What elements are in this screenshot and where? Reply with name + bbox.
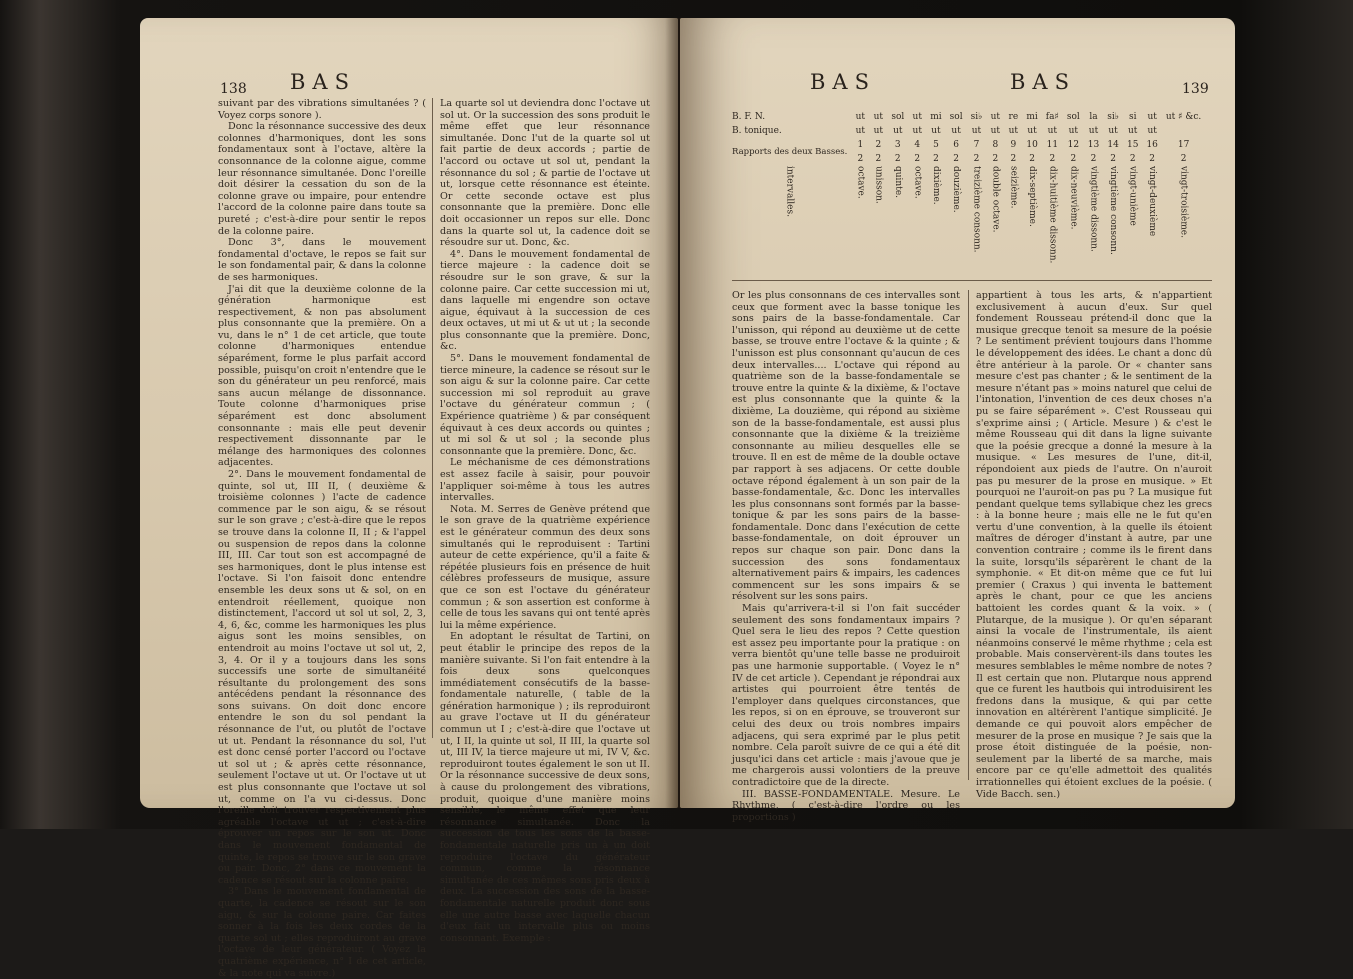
ratio-value: 2 xyxy=(1129,154,1136,164)
column-rule xyxy=(968,290,969,780)
text-column-1 xyxy=(732,290,960,823)
note: ut xyxy=(990,112,1001,122)
ratio-value: 2 xyxy=(1090,154,1097,164)
note: sol xyxy=(891,112,905,122)
ratio-value: 13 xyxy=(1087,140,1100,150)
note: ut xyxy=(873,112,884,122)
note: ut xyxy=(971,126,982,136)
interval-label: dix-neuvième. xyxy=(1068,166,1079,230)
bass-table xyxy=(732,110,1205,306)
paragraph: appartient à tous les arts, & n'appartient exclusivement à aucun d'eux. Sur quel fondement Rousseau prétend-il donc que la musique grecque tenoit sa mesure de la poésie ? Le sentiment prévient toujours dans l'homme le développement des idées. Le chant a donc dû être antérieur à la parole. Or « chanter sans mesure c'est pas chanter ; & le sentiment de la mesure n'étant pas » moins naturel que celui de l'intonation, l'invention de ces deux choses n'a pu se faire séparément ». C'est Rousseau qui s'exprime ainsi ; ( Article. Mesure ) & c'est le même Rousseau qui dit dans la ligne suivante que la poésie grecque a donné la mesure à la musique. « Les mesures de l'une, dit-il, répondoient aux pieds de l'autre. On n'auroit pas pu mesurer de la prose en musique. » Et pourquoi ne l'auroit-on pas pu ? La musique fut pendant quelque tems syllabique chez les grecs : à la bonne heure ; mais elle ne le fut qu'en vertu d'une convention, à la quelle ils étoient maîtres de déroger d'instant à autre, par une convention contraire ; comme ils le firent dans la suite, lorsqu'ils séparèrent le chant de la symphonie. « Et dit-on même que ce fut lui premier ( Craxus ) qui inventa le battement après le chant, pour ce que les anciens battoient les cordes quant & la voix. » ( Plutarque, de la musique ). Or qu'en séparant ainsi la vocale de l'instrumentale, ils aient néanmoins conservé le même rhythme ; cela est probable. Mais conservèrent-ils dans toutes les mesures semblables le même nombre de notes ? Il est certain que non. Plutarque nous apprend que ce furent les hautbois qui introduisirent les fredons dans la musique, & qui par cette innovation en altérèrent l'antique simplicité. Je demande ce qui pouvoit alors empêcher de mesurer de la prose en musique ? Je sais que la prose étoit distinguée de la poésie, non-seulement par la liberté de sa marche, mais encore par ce qu'elle admettoit des qualités irrationnelles qui étoient exclues de la poésie. ( Vide Bacch. sen.) xyxy=(976,290,1212,800)
note: ut xyxy=(1068,126,1079,136)
ratio-value: 2 xyxy=(1049,154,1056,164)
column-rule xyxy=(432,98,433,738)
note: ut xyxy=(1047,126,1058,136)
interval-label: unisson. xyxy=(873,166,884,204)
interval-label: double octave. xyxy=(990,166,1001,233)
interval-label: douzième. xyxy=(951,166,962,213)
ratio-value: 15 xyxy=(1126,140,1139,150)
ratio-value: 3 xyxy=(894,140,901,150)
ratio-value: 2 xyxy=(953,154,959,164)
note: la xyxy=(1089,112,1098,122)
ratio-value: 16 xyxy=(1146,140,1158,150)
paragraph: 4°. Dans le mouvement fondamental de tierce majeure : la cadence doit se résoudre sur le son grave, & sur la colonne paire. Car cette succession mi ut, dans laquelle mi engendre son octave aigue, équivaut à la succession de ces deux octaves, ut mi ut & ut ut ; la seconde plus consonnante que la première. Donc, &c. xyxy=(440,248,650,353)
note: si xyxy=(1128,112,1137,122)
ratio-value: 6 xyxy=(953,140,959,150)
table-row-intervals xyxy=(732,166,1205,306)
paragraph: 3° Dans le mouvement fondamental de quarte, la cadence se résout sur le son aigu, & sur la colonne paire. Car faites sonner à la fois les deux cordes de la quarte sol ut ; elles reproduiront au grave l'octave de leur générateur. ( Voyez la quatrième expérience, n° I de cet article, & la note qui va suivre.) xyxy=(218,886,426,979)
right-page xyxy=(680,18,1235,823)
interval-label: treizième consonn. xyxy=(971,166,982,253)
text-column-2 xyxy=(440,98,650,944)
running-header-right: BAS xyxy=(1010,70,1076,94)
paragraph: J'ai dit que la deuxième colonne de la génération harmonique est respectivement, & non pas absolument plus consonnante que la première. On a vu, dans le n° 1 de cet article, que toute colonne d'harmoniques entendue séparément, forme le plus parfait accord possible, puisqu'on croit n'entendre que le son du générateur un peu renforcé, mais sans aucun mélange de dissonnance. Toute colonne d'harmoniques prise séparément est donc absolument consonnante : mais elle peut devenir respectivement dissonnante par le mélange des harmoniques des colonnes adjacentes. xyxy=(218,283,426,469)
ratio-value: 10 xyxy=(1026,140,1038,150)
ratio-value: 2 xyxy=(1149,154,1156,164)
text-column-2 xyxy=(976,290,1212,800)
interval-label: dixième. xyxy=(930,166,941,205)
note: ut xyxy=(1008,126,1019,136)
interval-label: dix-huitième dissonn. xyxy=(1047,166,1058,264)
paragraph: suivant par des vibrations simultanées ? ( Voyez corps sonore ). xyxy=(218,98,426,121)
note: mi xyxy=(1026,112,1038,122)
interval-label: octave. xyxy=(855,166,866,199)
paragraph: 5°. Dans le mouvement fondamental de tierce mineure, la cadence se résout sur le son aigu & sur la colonne paire. Car cette succession mi sol reproduit au grave l'octave du générateur commun ; ( Expérience quatrième ) & par conséquent équivaut à ces deux accords ou quintes ; ut mi sol & ut sol ; la seconde plus consonnante que la première. Donc, &c. xyxy=(440,353,650,457)
ratio-value: 4 xyxy=(914,140,921,150)
note: fa♯ xyxy=(1045,112,1059,122)
note: ut xyxy=(855,126,866,136)
text-column-1 xyxy=(218,98,426,979)
ratio-value: 1 xyxy=(857,140,864,150)
ratio-value: 2 xyxy=(914,154,921,164)
note: si♭ xyxy=(970,112,983,122)
note: ut xyxy=(1088,126,1099,136)
ratio-value: 2 xyxy=(1010,154,1017,164)
ratio-value: 2 xyxy=(875,140,882,150)
interval-label: vingtième dissonn. xyxy=(1088,166,1099,252)
ratio-value: 5 xyxy=(933,140,939,150)
note: mi xyxy=(930,112,942,122)
ratio-value: 2 xyxy=(875,154,882,164)
note: ut xyxy=(893,126,903,136)
ratio-value: 12 xyxy=(1067,140,1080,150)
note: ut xyxy=(931,126,941,136)
ratio-value: 2 xyxy=(1180,154,1187,164)
row-label: B. F. N. xyxy=(732,112,766,122)
paragraph: 2°. Dans le mouvement fondamental de quinte, sol ut, III II, ( deuxième & troisième colonnes ) l'acte de cadence commence par le son aigu, & se résout sur le son grave ; c'est-à-dire que le repos se trouve dans la colonne II, II ; & l'appel ou suspension de repos dans la colonne III, III. Car tout son est accompagné de ses harmoniques, dont le plus intense est l'octave. Si l'on faisoit donc entendre ensemble les deux sons ut & sol, on en entendroit réellement, quoique non distinctement, l'accord ut sol ut sol, 2, 3, 4, 6, &c, comme les harmoniques les plus aigus sont les moins sensibles, on entendroit au moins l'octave ut sol ut, 2, 3, 4. Or il y a toujours dans les sons successifs une sorte de simultanéité résultante du prolongement des sons antécédens pendant la résonnance des sons suivans. On doit donc encore entendre le son du sol pendant la résonnance de l'ut, ou plutôt de l'octave ut ut. Pendant la résonnance du sol, l'ut est donc censé porter l'accord ou l'octave ut sol ut ; & après cette résonnance, seulement l'octave ut ut. Or l'octave ut ut est plus consonnante que l'octave ut sol ut, comme on l'a vu ci-dessus. Donc l'oreille doit trouver respectivement plus agréable l'octave ut ut ; c'est-à-dire éprouver un repos sur le son ut. Donc dans le mouvement fondamental de quinte, le repos se trouve sur le son grave ou pair. Donc, 2° dans ce mouvement la cadence se résout sur la colonne paire. xyxy=(218,469,426,886)
ratio-value: 2 xyxy=(992,154,999,164)
paragraph: Nota. M. Serres de Genève prétend que le son grave de la quatrième expérience est le générateur commun des deux sons simultanés qui le reproduisent : Tartini auteur de cette expérience, qu'il a faite & répétée plusieurs fois en présence de huit célèbres professeurs de musique, assure que ce son est l'octave du générateur commun ; & son assertion est conforme à celle de tous les savans qui ont tenté après lui la même expérience. xyxy=(440,503,650,631)
ratio-value: 2 xyxy=(1029,154,1035,164)
interval-label: vingt-troisième. xyxy=(1178,166,1189,238)
table-bottom-rule xyxy=(732,280,1212,281)
ratio-value: 2 xyxy=(1110,154,1116,164)
ratio-value: 8 xyxy=(992,140,999,150)
note: ut xyxy=(951,126,961,136)
table-row-tonique xyxy=(732,124,1205,138)
paragraph: La quarte sol ut deviendra donc l'octave ut sol ut. Or la succession des sons produit le même effet que leur résonnance simultanée. Donc l'ut de la quarte sol ut fait partie de deux accords ; partie de l'accord ou octave ut sol ut, pendant la résonnance du sol ; & partie de l'octave ut ut, lorsque cette résonnance est éteinte. Or cette seconde octave est plus consonnante que la première. Donc elle doit occasionner un repos sur elle. Donc dans la quarte sol ut, la cadence doit se résoudre sur ut. Donc, &c. xyxy=(440,98,650,249)
interval-label: octave. xyxy=(912,166,923,199)
page-number: 138 xyxy=(220,81,247,97)
paragraph: III. BASSE-FONDAMENTALE. Mesure. Le Rhythme, ( c'est-à-dire l'ordre ou les proportions ) xyxy=(732,788,960,823)
note: ut xyxy=(1108,126,1118,136)
paragraph: Donc la résonnance successive des deux colonnes d'harmoniques, dont les sons fondamentaux sont à l'octave, altère la consonnance de la colonne aigue, comme leur résonnance simultanée. Donc l'oreille doit désirer la cessation du son de la colonne grave ou impaire, pour entendre l'accord de la colonne paire dans toute sa pureté ; c'est-à-dire pour sentir le repos de la colonne paire. xyxy=(218,121,426,237)
note: ut xyxy=(1147,126,1157,136)
ratio-value: 2 xyxy=(1070,154,1077,164)
interval-label: dix-septième. xyxy=(1027,166,1038,227)
ratio-value: 14 xyxy=(1107,140,1119,150)
running-header-left: BAS xyxy=(810,70,876,94)
table-row-bfn xyxy=(732,110,1205,124)
paragraph: En adoptant le résultat de Tartini, on peut établir le principe des repos de la manière suivante. Si l'on fait entendre à la fois deux sons quelconques immédiatement consécutifs de la basse-fondamentale naturelle, ( table de la génération harmonique ) ; ils reproduiront au grave l'octave ut II du générateur commun ut I ; c'est-à-dire que l'octave ut ut, I II, la quinte ut sol, II III, la quarte sol ut, III IV, la tierce majeure ut mi, IV V, &c. reproduiront toutes également le son ut II. Or la résonnance successive de deux sons, à cause du prolongement des vibrations, produit, quoique d'une manière moins sensible, le même effet que leur résonnance simultanée. Donc la succession de tous les sons de la basse-fondamentale naturelle pris un à un doit reproduire l'octave du générateur commun, comme la résonnance simultanée de ces mêmes sons pris deux à deux. La succession des sons de la basse-fondamentale naturelle produit donc sous elle une autre basse avec laquelle chacun d'eux fait un intervalle plus ou moins consonnant. Exemple : xyxy=(440,631,650,944)
ratio-value: 2 xyxy=(857,154,864,164)
note: ut ♯ &c. xyxy=(1165,112,1202,122)
ratio-value: 11 xyxy=(1046,140,1059,150)
paragraph: Or les plus consonnans de ces intervalles sont ceux que forment avec la basse tonique les sons pairs de la basse-fondamentale. Car l'unisson, qui répond au deuxième ut de cette basse, se trouve entre l'octave & la quinte ; & l'unisson est plus consonnant qu'aucun de ces deux intervalles.... L'octave qui répond au quatrième son de la basse-fondamentale se trouve entre la quinte & la dixième, & l'octave est plus consonnante que la quinte & la dixième, La douzième, qui répond au sixième son de la basse-fondamentale, est aussi plus consonnante que la dixième & la treizième consonnante au milieu desquelles elle se trouve. Il en est de même de la double octave par rapport à ses adjacens. Or cette double octave répond également à un son pair de la basse-fondamentale, &c. Donc les intervalles les plus consonnans sont formés par la basse-tonique & par les sons pairs de la basse-fondamentale. Donc dans l'exécution de cette basse-fondamentale, on doit éprouver un repos sur chaque son pair. Donc dans la succession des sons fondamentaux alternativement pairs & impairs, les cadences commencent sur les sons impairs & se résolvent sur les sons pairs. xyxy=(732,290,960,603)
ratio-value: 2 xyxy=(973,154,980,164)
note: sol xyxy=(1066,112,1080,122)
interval-label: seizième. xyxy=(1008,166,1019,209)
table-row-rapports-top xyxy=(732,138,1205,152)
note: si♭ xyxy=(1107,112,1119,122)
note: ut xyxy=(1128,126,1138,136)
note: ut xyxy=(855,112,866,122)
running-header: BAS xyxy=(290,70,356,94)
page-number: 139 xyxy=(1182,81,1209,97)
ratio-value: 7 xyxy=(973,140,980,150)
paragraph: Donc 3°, dans le mouvement fondamental d'octave, le repos se fait sur le son fondamental pair, & dans la colonne de ses harmoniques. xyxy=(218,237,426,283)
interval-label: vingt-unième xyxy=(1127,166,1138,226)
ratio-value: 2 xyxy=(933,154,939,164)
note: ut xyxy=(1147,112,1157,122)
note: ut xyxy=(1027,126,1037,136)
note: ut xyxy=(990,126,1001,136)
note: re xyxy=(1008,112,1019,122)
row-label: B. tonique. xyxy=(732,126,782,136)
interval-label: vingt-deuxième xyxy=(1147,166,1158,237)
ratio-value: 9 xyxy=(1010,140,1017,150)
note: ut xyxy=(873,126,884,136)
note: ut xyxy=(912,112,922,122)
note: ut xyxy=(912,126,922,136)
interval-label: vingtième consonn. xyxy=(1108,166,1119,255)
row-label: Rapports des deux Basses. xyxy=(732,147,848,157)
paragraph: Mais qu'arrivera-t-il si l'on fait succéder seulement des sons fondamentaux impairs ? Quel sera le lieu des repos ? Cette question est assez peu importante pour la pratique : on verra bientôt qu'une telle basse ne produiroit pas une harmonie supportable. ( Voyez le n° IV de cet article ). Cependant je répondrai aux artistes qui pourroient être tentés de l'employer dans quelques circonstances, que les repos, si on en éprouve, se trouveront sur celui des deux ou trois nombres impairs adjacens, qui sera exprimé par le plus petit nombre. Cela paroît suivre de ce qui a été dit jusqu'ici dans cet article : mais j'avoue que je me chargerois aussi volontiers de la preuve contradictoire que de la directe. xyxy=(732,603,960,788)
ratio-value: 2 xyxy=(894,154,901,164)
note: sol xyxy=(949,112,963,122)
left-page xyxy=(140,18,678,979)
interval-label: quinte. xyxy=(892,166,903,199)
ratio-value: 17 xyxy=(1177,140,1190,150)
interval-label: intervalles. xyxy=(784,166,795,217)
paragraph: Le méchanisme de ces démonstrations est assez facile à saisir, pour pouvoir l'appliquer soi-même à tous les autres intervalles. xyxy=(440,457,650,504)
